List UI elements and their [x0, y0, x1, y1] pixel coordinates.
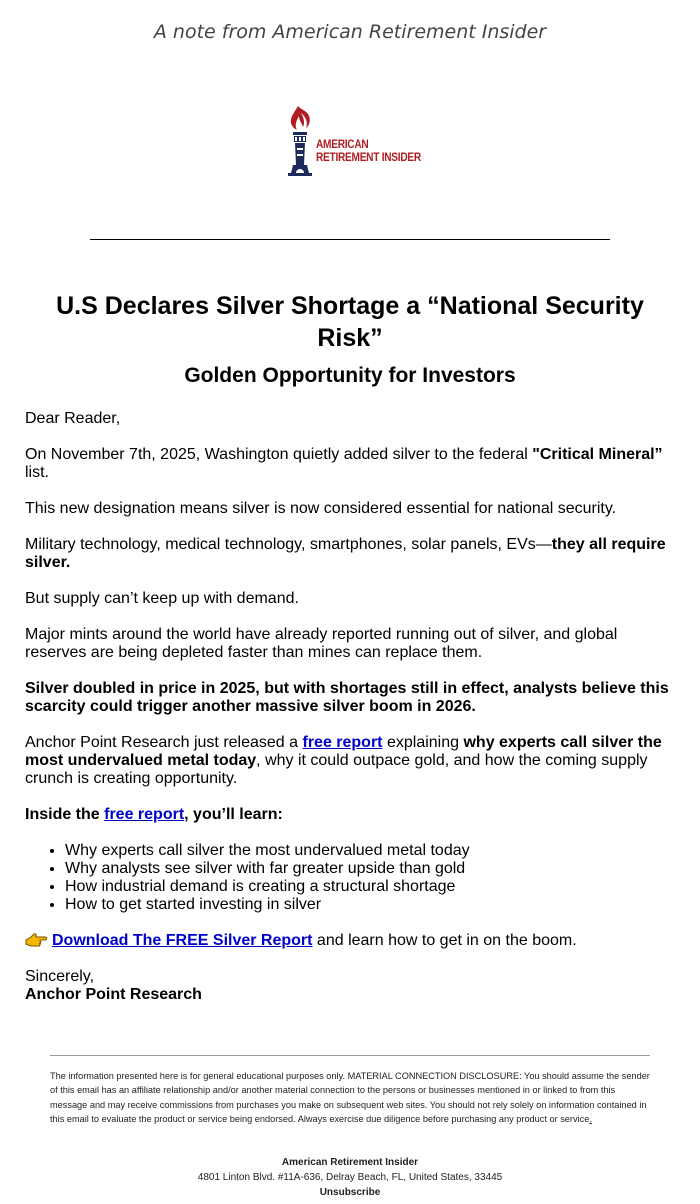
- list-item: • How to get started investing in silver: [65, 896, 675, 914]
- signoff-block: [25, 968, 675, 1004]
- headline-subtitle: Golden Opportunity for Investors: [184, 364, 516, 387]
- paragraph-price-boom: Silver doubled in price in 2025, but with shortages still in effect, analysts believe this scarcity could trigger another massive silver boom in 2026.: [25, 680, 669, 715]
- headline-title: U.S Declares Silver Shortage a “National Security Risk”: [56, 292, 644, 352]
- torch-tower-icon: [284, 103, 320, 185]
- footer-address: 4801 Linton Blvd. #11A-636, Delray Beach, FL, United States, 33445: [197, 1171, 503, 1183]
- header-divider: [90, 239, 610, 240]
- download-report-link[interactable]: Download The FREE Silver Report: [52, 932, 313, 949]
- paragraph-technology: Military technology, medical technology, smartphones, solar panels, EVs—they all require silver.: [25, 536, 666, 571]
- free-report-link[interactable]: free report: [302, 734, 383, 751]
- signature: Anchor Point Research: [25, 986, 202, 1003]
- learn-list: [25, 842, 675, 914]
- list-item: • Why analysts see silver with far greater upside than gold: [65, 860, 675, 878]
- brand-wordmark: [316, 139, 421, 165]
- list-item: • Why experts call silver the most undervalued metal today: [65, 842, 675, 860]
- pointing-hand-icon: [25, 932, 47, 948]
- paragraph-report: Anchor Point Research just released a free report explaining why experts call silver the most undervalued metal today, why it could outpace gold, and how the coming supply crunch is creating opportunity.: [25, 734, 662, 787]
- unsubscribe-link[interactable]: Unsubscribe: [319, 1186, 381, 1198]
- paragraph-critical-mineral: On November 7th, 2025, Washington quietly added silver to the federal "Critical Mineral” list.: [25, 446, 663, 481]
- footer-org: American Retirement Insider: [281, 1156, 419, 1168]
- brand-line-1: AMERICAN: [316, 139, 369, 151]
- paragraph-supply: But supply can’t keep up with demand.: [25, 590, 299, 607]
- email-body: [0, 410, 700, 1004]
- brand-logo: [284, 103, 424, 185]
- greeting: Dear Reader,: [25, 410, 121, 427]
- cta-paragraph: Download The FREE Silver Report and learn how to get in on the boom.: [25, 932, 675, 950]
- paragraph-mints: Major mints around the world have already reported running out of silver, and global reserves are being depleted faster than mines can replace them.: [25, 626, 618, 661]
- signoff: Sincerely,: [25, 968, 95, 985]
- disclaimer-end-link[interactable]: .: [589, 1114, 592, 1125]
- header-note: A note from American Retirement Insider: [153, 21, 547, 43]
- free-report-link-2[interactable]: free report: [104, 806, 185, 823]
- disclaimer: The information presented here is for general educational purposes only. MATERIAL CONNECTION DISCLOSURE: You should assume the sender of this email has an affiliate relationship and/or another material connection to the persons or businesses mentioned in or linked to from this message and may receive commissions from purchases you make on subsequent web sites. You should not rely solely on information contained in this email to evaluate the product or service being endorsed. Always exercise due diligence before purchasing any product or service.: [50, 1071, 650, 1125]
- paragraph-designation: This new designation means silver is now considered essential for national security.: [25, 500, 617, 517]
- learn-heading: Inside the free report, you’ll learn:: [25, 806, 283, 823]
- footer: [0, 1155, 700, 1200]
- brand-line-2: RETIREMENT INSIDER: [316, 152, 421, 164]
- list-item: • How industrial demand is creating a structural shortage: [65, 878, 675, 896]
